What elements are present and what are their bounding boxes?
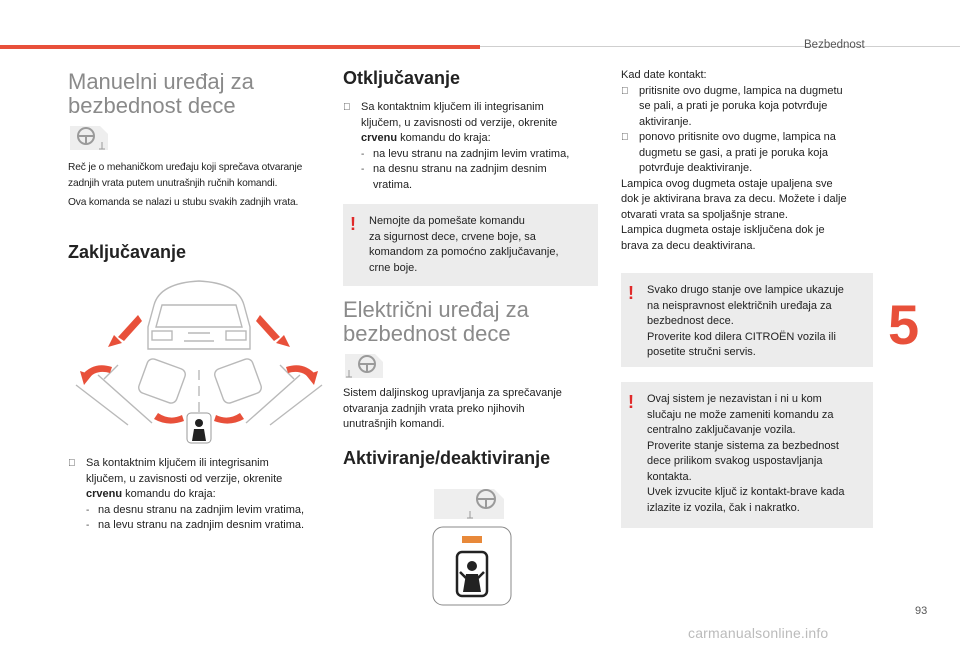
electric-child-lock-title: Električni uređaj za bezbednost dece — [343, 297, 529, 346]
bullet-marker — [343, 100, 351, 116]
steering-wheel-icon — [68, 124, 110, 157]
door-child-lock-illustration — [68, 275, 330, 450]
page-number: 93 — [915, 605, 928, 617]
locking-title: Zaključavanje — [68, 242, 187, 262]
locking-dash-1: - na desnu stranu na zadnjim levim vratima, — [86, 503, 305, 516]
unlocking-title: Otključavanje — [343, 68, 461, 88]
activation-bullet-1: pritisnite ovo dugme, lampica na dugmetu se pali, a prati je poruka koja potvrđuje aktiviranje. — [621, 84, 881, 131]
steering-wheel-icon — [343, 352, 385, 385]
warning-icon: ! — [350, 214, 356, 234]
locking-instructions — [68, 456, 330, 534]
electric-desc: Sistem daljinskog upravljanja za sprečavanje otvaranja zadnjih vrata preko njihovih unutrašnjih komandi. — [343, 387, 562, 430]
locking-dash-2: - na levu stranu na zadnjim desnim vratima. — [86, 519, 305, 531]
fault-warning-note: ! Svako drugo stanje ove lampice ukazuje na neispravnost električnih uređaja za bezbednost dece. Proverite kod dilera CITROËN vozila ili posetite stručni servis. — [621, 273, 873, 367]
manual-desc-2: Ova komanda se nalazi u stubu svakih zadnjih vrata. — [68, 197, 299, 208]
manual-child-lock-title: Manuelni uređaj za bezbednost dece — [68, 69, 254, 118]
activation-title: Aktiviranje/deaktiviranje — [343, 448, 551, 468]
watermark: carmanualsonline.info — [688, 625, 829, 641]
bullet-marker — [621, 84, 629, 100]
independence-warning-note: ! Ovaj sistem je nezavistan i ni u kom slučaju ne može zameniti komandu za centralno zaključavanje vozila. Proverite stanje sistema za bezbednost dece prilikom svakog uspostavljanja kontakta. Uvek izvucite ključ iz kontakt-brave kada izlazite iz vozila, čak i nakratko. — [621, 382, 873, 528]
unlocking-dash-2: - na desnu stranu na zadnjim desnim vratima. — [361, 163, 547, 191]
header-rule — [480, 46, 960, 47]
child-lock-button[interactable] — [432, 526, 512, 611]
unlocking-bullet: Sa kontaktnim ključem ili integrisanim ključem, u zavisnosti od verzije, okrenite crvenu komandu do kraja: — [343, 100, 601, 147]
warning-icon: ! — [628, 283, 634, 303]
section-title: Bezbednost — [804, 39, 865, 51]
bullet-marker — [68, 456, 76, 472]
activation-bullet-2: ponovo pritisnite ovo dugme, lampica na dugmetu se gasi, a prati je poruka koja potvrđuje deaktiviranje. — [621, 130, 881, 177]
warning-icon: ! — [628, 392, 634, 412]
header-accent-bar — [0, 45, 480, 49]
steering-wheel-icon — [432, 485, 508, 526]
activation-instructions: Kad date kontakt: pritisnite ovo dugme, lampica na dugmetu se pali, a prati je poruka koja potvrđuje aktiviranje. ponovo pritisnite ovo dugme, lampica na dugmetu se gasi, a prati je poruka koja potvrđuje deaktiviranje. Lampica ovog dugmeta ostaje upaljena sve dok je aktivirana brava za decu. Možete i dalje otvarati vrata sa spoljašnje strane. Lampica dugmeta ostaje isključena dok je brava za decu deaktivirana. — [621, 68, 881, 254]
manual-desc-1: Reč je o mehaničkom uređaju koji sprečava otvaranje zadnjih vrata putem unutrašnjih ručnih komandi. — [68, 162, 303, 189]
lamp-status-paragraph: Lampica ovog dugmeta ostaje upaljena sve dok je aktivirana brava za decu. Možete i dalje otvarati vrata sa spoljašnje strane. Lampica dugmeta ostaje isključena dok je brava za decu deaktivirana. — [621, 177, 847, 252]
locking-bullet: Sa kontaktnim ključem ili integrisanim ključem, u zavisnosti od verzije, okrenite crvenu komandu do kraja: — [68, 456, 330, 503]
unlocking-warning-note: ! Nemojte da pomešate komandu za sigurnost dece, crvene boje, sa komandom za pomoćno zaključavanje, crne boje. — [343, 204, 598, 286]
unlocking-instructions — [343, 100, 601, 193]
chapter-number: 5 — [888, 293, 920, 356]
bullet-marker — [621, 130, 629, 146]
unlocking-dash-1: - na levu stranu na zadnjim levim vratima, — [361, 147, 570, 160]
